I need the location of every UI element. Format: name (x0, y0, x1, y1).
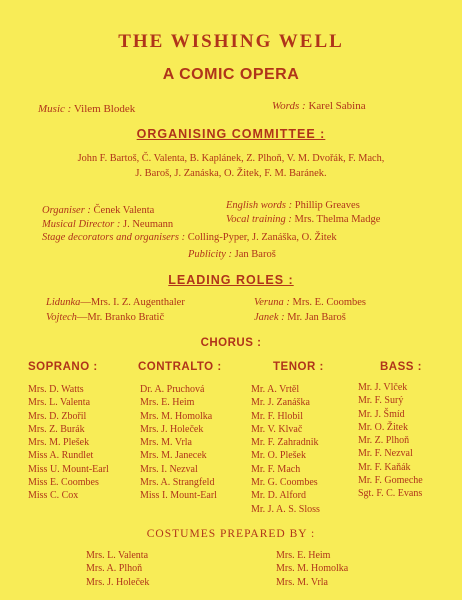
page-title: THE WISHING WELL (118, 31, 344, 52)
list-item: Mrs. L. Valenta (28, 397, 91, 409)
music-name: Vilem Blodek (73, 103, 136, 115)
organiser-label: Organiser : (42, 205, 91, 216)
musical-name: J. Neumann (122, 219, 174, 230)
role-janek-name: Mr. Jan Baroš (287, 312, 346, 323)
vocal-name: Mrs. Thelma Madge (294, 214, 381, 225)
list-item: Mrs. J. Holeček (86, 576, 150, 588)
list-item: Mrs. M. Homolka (276, 563, 349, 575)
list-item: Miss E. Coombes (28, 477, 99, 489)
role-lidunka (46, 296, 185, 310)
list-item: Mrs. A. Strangfeld (140, 477, 215, 489)
list-item: Mrs. E. Heim (276, 550, 331, 561)
soprano-heading: SOPRANO : (28, 361, 98, 373)
soprano-list (28, 383, 109, 503)
role-vojtech-name: —Mr. Branko Bratič (76, 312, 165, 323)
role-veruna-name: Mrs. E. Coombes (292, 297, 366, 308)
list-item: Mr. F. Zahradnik (251, 437, 319, 449)
role-janek (254, 311, 346, 325)
role-vojtech-label: Vojtech (46, 312, 77, 323)
page-subtitle: A COMIC OPERA (162, 66, 300, 83)
list-item: Mr. J. Šmíd (358, 408, 405, 420)
stage-names: Colling-Pyper, J. Zanáška, O. Žitek (187, 232, 337, 243)
list-item: Mr. D. Alford (251, 490, 306, 502)
contralto-list (140, 383, 217, 503)
list-item: Mrs. E. Heim (140, 397, 195, 409)
committee-line-2: J. Baroš, J. Zanáska, O. Žitek, F. M. Baránek. (135, 168, 327, 179)
list-item: Mr. O. Plešek (251, 450, 306, 462)
list-item: Miss C. Cox (28, 490, 79, 502)
stage-credit (42, 231, 337, 245)
list-item: Miss A. Rundlet (28, 450, 94, 462)
words-name: Karel Sabina (308, 100, 366, 112)
english-name: Phillip Greaves (294, 200, 360, 211)
english-label: English words : (226, 200, 293, 211)
list-item: Mr. O. Žitek (358, 421, 408, 433)
list-item: Mrs. M. Vrla (140, 437, 192, 449)
list-item: Mr. G. Coombes (251, 477, 318, 489)
costumes-heading: COSTUMES PREPARED BY : (146, 528, 316, 540)
words-label: Words : (272, 100, 306, 112)
english-words-credit (226, 199, 360, 213)
list-item: Mrs. M. Plešek (28, 437, 90, 449)
musical-director-credit (42, 218, 173, 232)
organiser-name: Čenek Valenta (93, 205, 155, 216)
musical-label: Musical Director : (42, 219, 121, 230)
list-item: Mr. F. Gomeche (358, 475, 423, 487)
tenor-heading: TENOR : (273, 361, 324, 373)
words-credit (272, 100, 366, 112)
bass-list (358, 381, 423, 501)
tenor-list (251, 383, 320, 516)
list-item: Mr. F. Nezval (358, 448, 413, 460)
music-label: Music : (38, 103, 72, 115)
role-lidunka-name: —Mrs. I. Z. Augenthaler (80, 297, 185, 308)
list-item: Mr. A. Vrtěl (251, 384, 300, 395)
list-item: Mr. J. A. S. Sloss (251, 503, 320, 515)
list-item: Mr. F. Surý (358, 395, 404, 407)
committee-heading: ORGANISING COMMITTEE : (136, 127, 326, 141)
list-item: Mrs. M. Janecek (140, 450, 207, 462)
list-item: Sgt. F. C. Evans (358, 488, 423, 500)
costumes-right-list (276, 549, 348, 589)
list-item: Mr. J. Zanáška (251, 397, 310, 409)
publicity-label: Publicity : (188, 249, 233, 260)
list-item: Mrs. M. Homolka (140, 410, 213, 422)
list-item: Mrs. L. Valenta (86, 550, 149, 561)
list-item: Miss I. Mount-Earl (140, 490, 217, 502)
list-item: Mr. F. Hlobil (251, 410, 303, 422)
vocal-training-credit (226, 213, 380, 227)
role-janek-label: Janek : (254, 312, 285, 323)
list-item: Mrs. J. Holeček (140, 423, 204, 435)
bass-heading: BASS : (380, 361, 422, 373)
list-item: Mrs. I. Nezval (140, 463, 198, 475)
role-lidunka-label: Lidunka (46, 297, 81, 308)
list-item: Mr. F. Kaňák (358, 461, 411, 473)
list-item: Miss U. Mount-Earl (28, 463, 109, 475)
list-item: Mrs. D. Watts (28, 384, 84, 395)
stage-label: Stage decorators and organisers : (42, 232, 186, 243)
costumes-left-list (86, 549, 149, 589)
list-item: Mrs. Z. Burák (28, 423, 85, 435)
list-item: Mr. J. Vlček (358, 382, 408, 393)
list-item: Mr. V. Klvač (251, 423, 303, 435)
list-item: Dr. A. Pruchová (140, 384, 205, 395)
publicity-name: Jan Baroš (234, 249, 276, 260)
list-item: Mr. F. Mach (251, 463, 301, 475)
list-item: Mrs. A. Plhoň (86, 563, 143, 575)
chorus-heading: CHORUS : (200, 337, 262, 349)
music-credit (38, 103, 135, 115)
vocal-label: Vocal training : (226, 214, 292, 225)
contralto-heading: CONTRALTO : (138, 361, 222, 373)
list-item: Mrs. D. Zbořil (28, 410, 87, 422)
role-veruna (254, 296, 366, 310)
organiser-credit (42, 204, 154, 218)
list-item: Mr. Z. Plhoň (358, 435, 410, 447)
roles-heading: LEADING ROLES : (168, 273, 294, 287)
committee-line-1: John F. Bartoš, Č. Valenta, B. Kaplánek, Z. Plhoň, V. M. Dvořák, F. Mach, (77, 153, 385, 164)
list-item: Mrs. M. Vrla (276, 576, 328, 588)
publicity-credit (188, 248, 276, 262)
role-veruna-label: Veruna : (254, 297, 290, 308)
role-vojtech (46, 311, 164, 325)
